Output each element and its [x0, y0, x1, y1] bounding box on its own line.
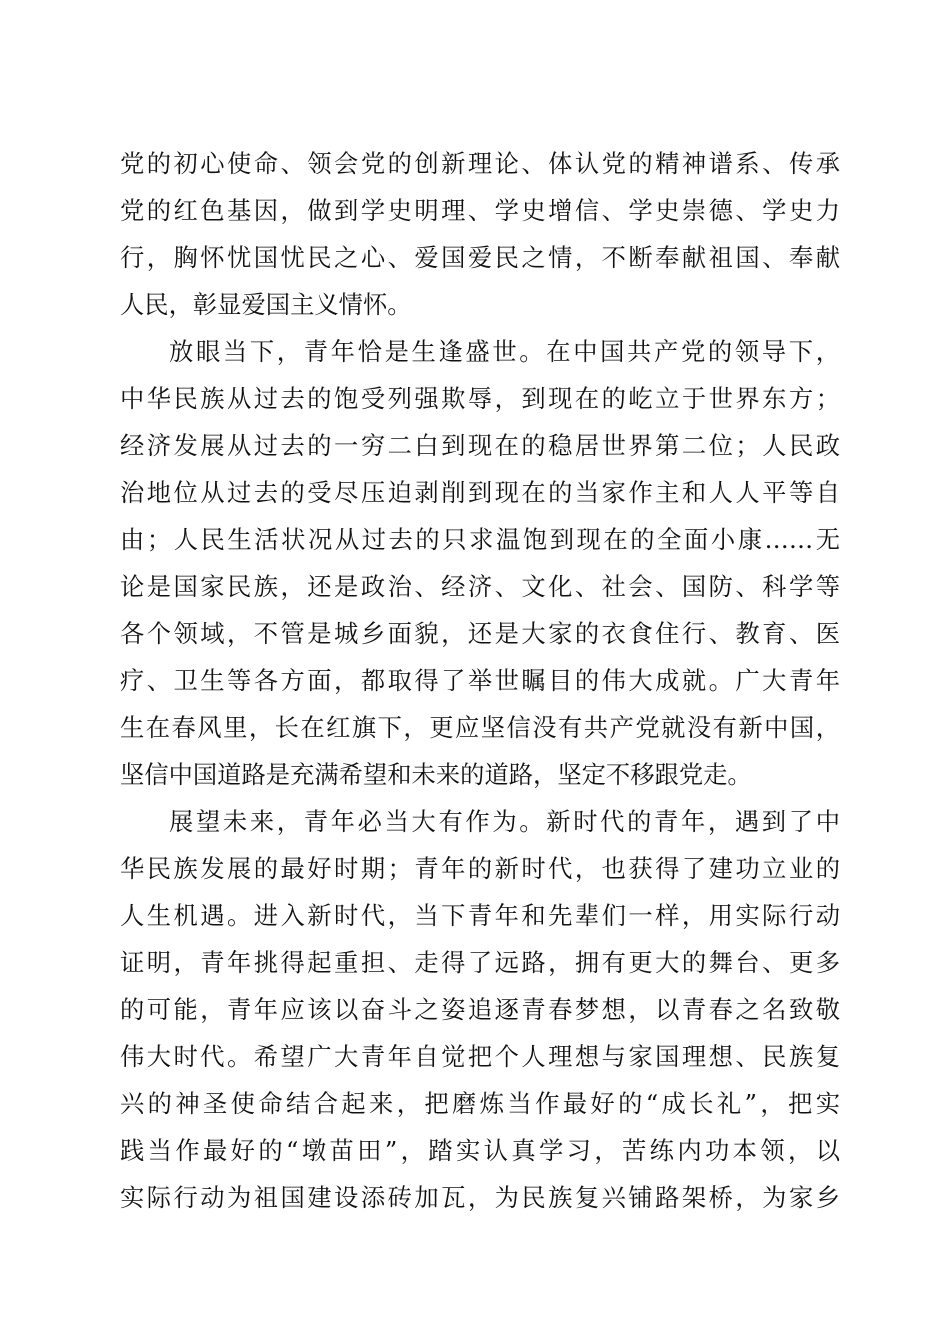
text-line: 生在春风里，长在红旗下，更应坚信没有共产党就没有新中国， — [120, 713, 840, 742]
text-line: 人民，彰显爱国主义情怀。 — [120, 290, 412, 319]
text-line: 经济发展从过去的一穷二白到现在的稳居世界第二位；人民政 — [120, 431, 840, 460]
text-line: 人生机遇。进入新时代，当下青年和先辈们一样，用实际行动 — [120, 901, 840, 930]
paragraph-first-line: 放眼当下，青年恰是生逢盛世。在中国共产党的领导下， — [169, 337, 840, 366]
text-line: 党的红色基因，做到学史明理、学史增信、学史崇德、学史力 — [120, 196, 840, 225]
text-line: 践当作最好的“墩苗田”，踏实认真学习，苦练内功本领，以 — [120, 1136, 840, 1165]
text-line: 华民族发展的最好时期；青年的新时代，也获得了建功立业的 — [120, 854, 840, 883]
text-line: 兴的神圣使命结合起来，把磨炼当作最好的“成长礼”，把实 — [120, 1089, 840, 1118]
text-line: 伟大时代。希望广大青年自觉把个人理想与家国理想、民族复 — [120, 1042, 840, 1071]
text-line: 论是国家民族，还是政治、经济、文化、社会、国防、科学等 — [120, 572, 840, 601]
text-line: 中华民族从过去的饱受列强欺辱，到现在的屹立于世界东方； — [120, 384, 840, 413]
text-line: 党的初心使命、领会党的创新理论、体认党的精神谱系、传承 — [120, 149, 840, 178]
text-line: 的可能，青年应该以奋斗之姿追逐青春梦想，以青春之名致敬 — [120, 995, 840, 1024]
text-line: 治地位从过去的受尽压迫剥削到现在的当家作主和人人平等自 — [120, 478, 840, 507]
text-line: 坚信中国道路是充满希望和未来的道路，坚定不移跟党走。 — [120, 760, 752, 789]
text-line: 疗、卫生等各方面，都取得了举世瞩目的伟大成就。广大青年 — [120, 666, 840, 695]
text-line: 由；人民生活状况从过去的只求温饱到现在的全面小康……无 — [120, 525, 840, 554]
text-line: 实际行动为祖国建设添砖加瓦，为民族复兴铺路架桥，为家乡 — [120, 1183, 840, 1212]
body-text — [120, 140, 840, 1221]
text-line: 证明，青年挑得起重担、走得了远路，拥有更大的舞台、更多 — [120, 948, 840, 977]
paragraph-first-line: 展望未来，青年必当大有作为。新时代的青年，遇到了中 — [169, 807, 840, 836]
text-line: 各个领域，不管是城乡面貌，还是大家的衣食住行、教育、医 — [120, 619, 840, 648]
text-line: 行，胸怀忧国忧民之心、爱国爱民之情，不断奉献祖国、奉献 — [120, 243, 840, 272]
